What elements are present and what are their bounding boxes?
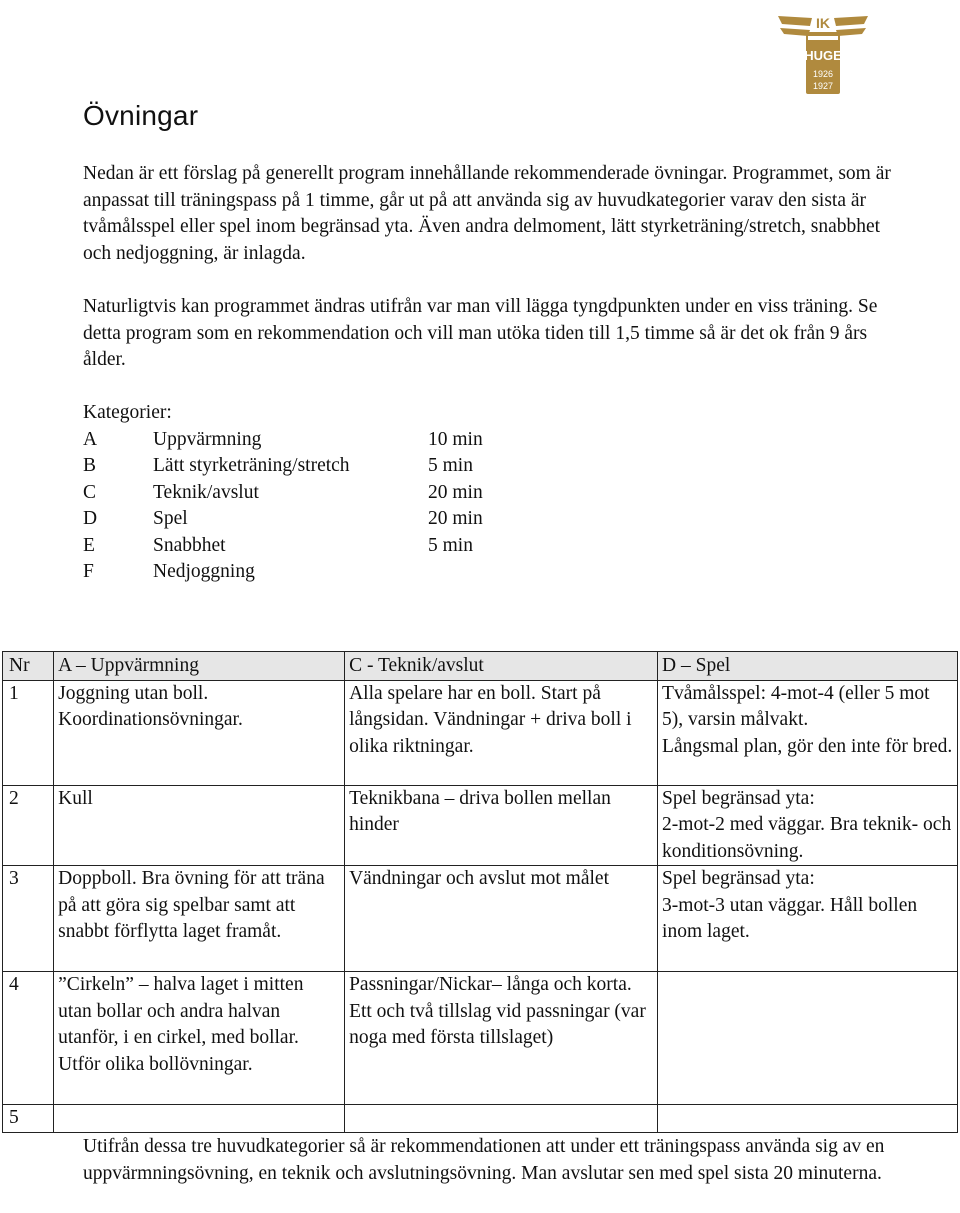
logo-year-2: 1927	[812, 81, 834, 91]
table-row	[3, 972, 958, 1105]
category-letter: C	[83, 481, 97, 503]
table-row	[3, 680, 958, 785]
technique-cell: Alla spelare har en boll. Start på långsidan. Vändningar + driva boll i olika riktningar.	[345, 680, 658, 785]
warmup-cell: Joggning utan boll. Koordinationsövningar.	[54, 680, 345, 785]
category-row	[83, 453, 473, 480]
technique-cell: Passningar/Nickar– långa och korta. Ett och två tillslag vid passningar (var noga med första tillslaget)	[345, 972, 658, 1105]
table-row	[3, 1105, 958, 1133]
row-number: 3	[3, 866, 54, 972]
category-letter: E	[83, 534, 95, 556]
logo-year-1: 1926	[812, 69, 834, 79]
category-row	[83, 427, 483, 454]
technique-cell: Teknikbana – driva bollen mellan hinder	[345, 785, 658, 866]
category-time: 5 min	[428, 534, 473, 556]
logo-text-ik: IK	[816, 15, 830, 31]
category-name: Nedjoggning	[153, 561, 255, 582]
game-cell: Spel begränsad yta: 2-mot-2 med väggar. Bra teknik- och konditionsövning.	[658, 785, 958, 866]
page-title: Övningar	[83, 100, 199, 131]
club-logo	[776, 6, 870, 98]
category-time: 5 min	[428, 455, 473, 476]
categories-heading: Kategorier:	[83, 402, 172, 423]
row-number: 2	[3, 785, 54, 866]
table-row	[3, 785, 958, 866]
categories-list	[83, 400, 483, 586]
category-letter: B	[83, 455, 97, 476]
warmup-cell: Kull	[54, 785, 345, 866]
category-name: Snabbhet	[153, 534, 226, 556]
category-row	[83, 533, 473, 560]
category-row	[83, 506, 483, 533]
game-cell: Tvåmålsspel: 4-mot-4 (eller 5 mot 5), varsin målvakt. Långsmal plan, gör den inte för bred.	[658, 680, 958, 785]
header-nr: Nr	[3, 652, 54, 681]
header-technique: C - Teknik/avslut	[345, 652, 658, 681]
footer-paragraph: Utifrån dessa tre huvudkategorier så är rekommendationen att under ett träningspass använda sig av en uppvärmningsövning, en teknik och avslutningsövning. Man avslutar sen med spel sista 20 minuterna.	[83, 1136, 885, 1184]
category-name: Lätt styrketräning/stretch	[153, 455, 350, 476]
note-paragraph: Naturligtvis kan programmet ändras utifrån var man vill lägga tyngdpunkten under en viss träning. Se detta program som en rekommendation och vill man utöka tiden till 1,5 timme så är det ok från 9 års ålder.	[83, 296, 878, 370]
technique-cell	[345, 1105, 658, 1133]
header-game: D – Spel	[658, 652, 958, 681]
header-warmup: A – Uppvärmning	[54, 652, 345, 681]
game-cell: Spel begränsad yta: 3-mot-3 utan väggar. Håll bollen inom laget.	[658, 866, 958, 972]
table-header-row	[3, 652, 958, 681]
game-cell	[658, 1105, 958, 1133]
category-row	[83, 480, 483, 507]
technique-cell: Vändningar och avslut mot målet	[345, 866, 658, 972]
category-time: 10 min	[428, 428, 483, 450]
table-row	[3, 866, 958, 972]
row-number: 5	[3, 1105, 54, 1133]
row-number: 1	[3, 680, 54, 785]
category-letter: F	[83, 561, 94, 582]
warmup-cell	[54, 1105, 345, 1133]
category-time: 20 min	[428, 481, 483, 503]
row-number: 4	[3, 972, 54, 1105]
category-name: Uppvärmning	[153, 428, 262, 450]
category-letter: D	[83, 508, 98, 529]
warmup-cell: Doppboll. Bra övning för att träna på att göra sig spelbar samt att snabbt förflytta laget framåt.	[54, 866, 345, 972]
category-letter: A	[83, 428, 98, 450]
warmup-cell: ”Cirkeln” – halva laget i mitten utan bollar och andra halvan utanför, i en cirkel, med bollar. Utför olika bollövningar.	[54, 972, 345, 1105]
category-name: Spel	[153, 508, 188, 529]
category-time: 20 min	[428, 508, 483, 529]
intro-paragraph: Nedan är ett förslag på generellt program innehållande rekommenderade övningar. Programmet, som är anpassat till träningspass på 1 timme, går ut på att använda sig av huvudkategorier varav den sista är tvåmålsspel eller spel inom begränsad yta. Även andra delmoment, lätt styrketräning/stretch, snabbhet och nedjoggning, är inlagda.	[83, 163, 891, 264]
category-row	[83, 559, 255, 586]
category-name: Teknik/avslut	[153, 481, 259, 503]
logo-text-huge: HUGE	[804, 48, 842, 63]
exercise-table	[2, 651, 958, 1133]
game-cell	[658, 972, 958, 1105]
